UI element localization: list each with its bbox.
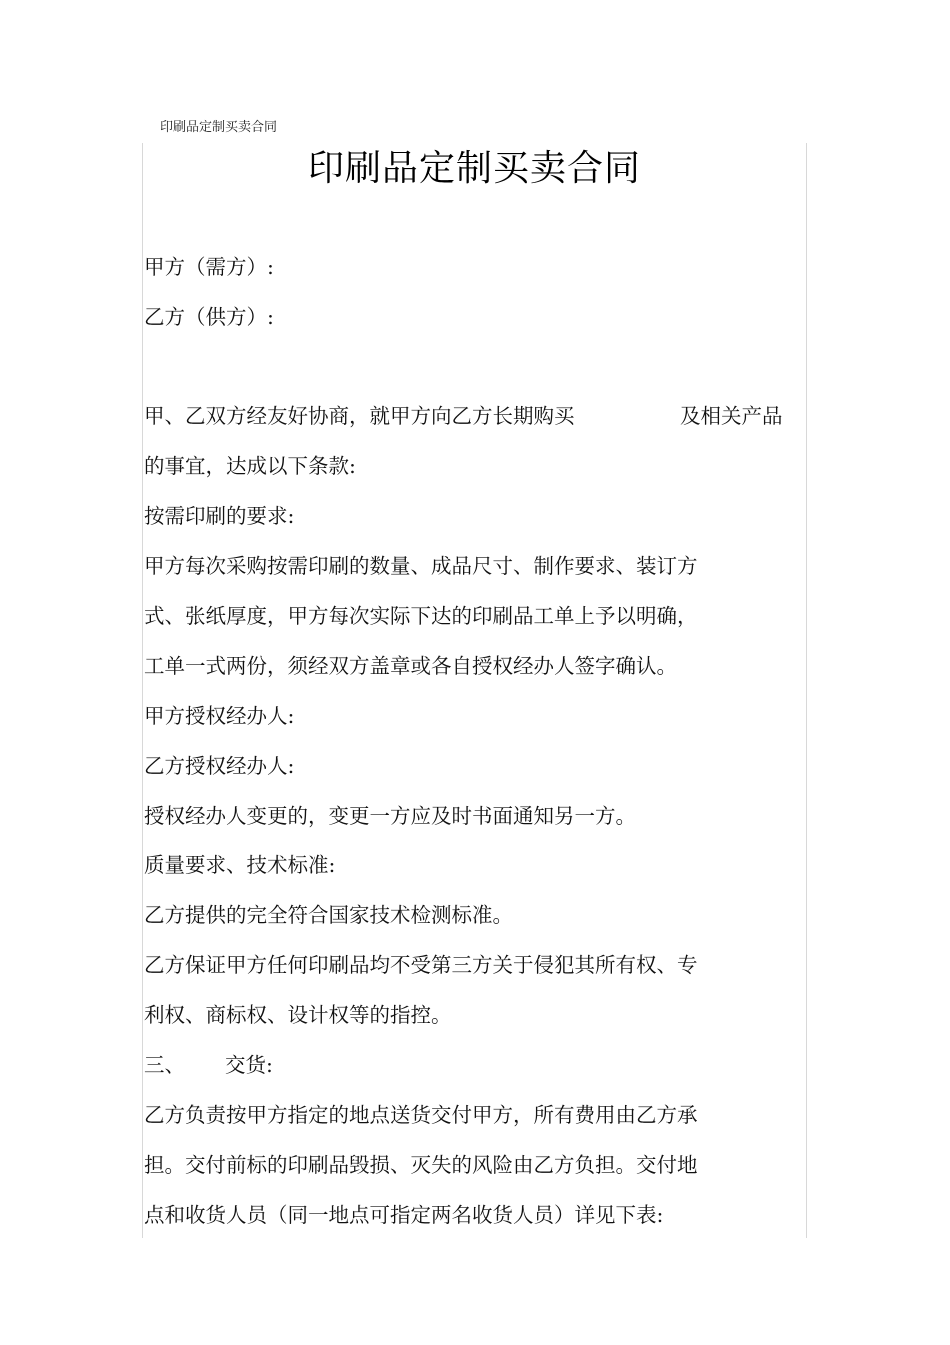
page-frame-left-border bbox=[142, 143, 143, 1238]
section-3-paragraph-line-2: 担。交付前标的印刷品毁损、灭失的风险由乙方负担。交付地 bbox=[144, 1153, 698, 1177]
section-3-heading bbox=[144, 1051, 273, 1079]
section-3-number: 三、 bbox=[144, 1053, 185, 1077]
document-title: 印刷品定制买卖合同 bbox=[307, 148, 641, 189]
running-header: 印刷品定制买卖合同 bbox=[160, 120, 278, 135]
party-b-label: 乙方（供方）: bbox=[144, 305, 274, 329]
section-1-paragraph-line-2: 式、张纸厚度，甲方每次实际下达的印刷品工单上予以明确， bbox=[144, 604, 698, 628]
section-3-paragraph-line-1: 乙方负责按甲方指定的地点送货交付甲方，所有费用由乙方承 bbox=[144, 1103, 698, 1127]
intro-line-1-right: 及相关产品 bbox=[680, 404, 783, 428]
section-1-heading: 按需印刷的要求: bbox=[144, 504, 295, 528]
agent-change-notice: 授权经办人变更的，变更一方应及时书面通知另一方。 bbox=[144, 804, 636, 828]
section-2-heading: 质量要求、技术标准: bbox=[144, 853, 336, 877]
section-2-paragraph-2-line-1: 乙方保证甲方任何印刷品均不受第三方关于侵犯其所有权、专 bbox=[144, 953, 698, 977]
intro-line-1: 甲、乙双方经友好协商，就甲方向乙方长期购买 bbox=[144, 404, 575, 428]
section-2-paragraph-1: 乙方提供的完全符合国家技术检测标准。 bbox=[144, 903, 513, 927]
section-2-paragraph-2-line-2: 利权、商标权、设计权等的指控。 bbox=[144, 1003, 452, 1027]
party-b-agent-label: 乙方授权经办人: bbox=[144, 754, 295, 778]
page-frame-right-border bbox=[806, 143, 807, 1238]
section-3-title: 交货: bbox=[225, 1053, 273, 1077]
party-a-label: 甲方（需方）: bbox=[144, 255, 274, 279]
section-1-paragraph-line-3: 工单一式两份，须经双方盖章或各自授权经办人签字确认。 bbox=[144, 654, 677, 678]
intro-line-2: 的事宜，达成以下条款: bbox=[144, 454, 356, 478]
party-a-agent-label: 甲方授权经办人: bbox=[144, 704, 295, 728]
section-1-paragraph-line-1: 甲方每次采购按需印刷的数量、成品尺寸、制作要求、装订方 bbox=[144, 554, 698, 578]
section-3-paragraph-line-3: 点和收货人员（同一地点可指定两名收货人员）详见下表: bbox=[144, 1203, 664, 1227]
